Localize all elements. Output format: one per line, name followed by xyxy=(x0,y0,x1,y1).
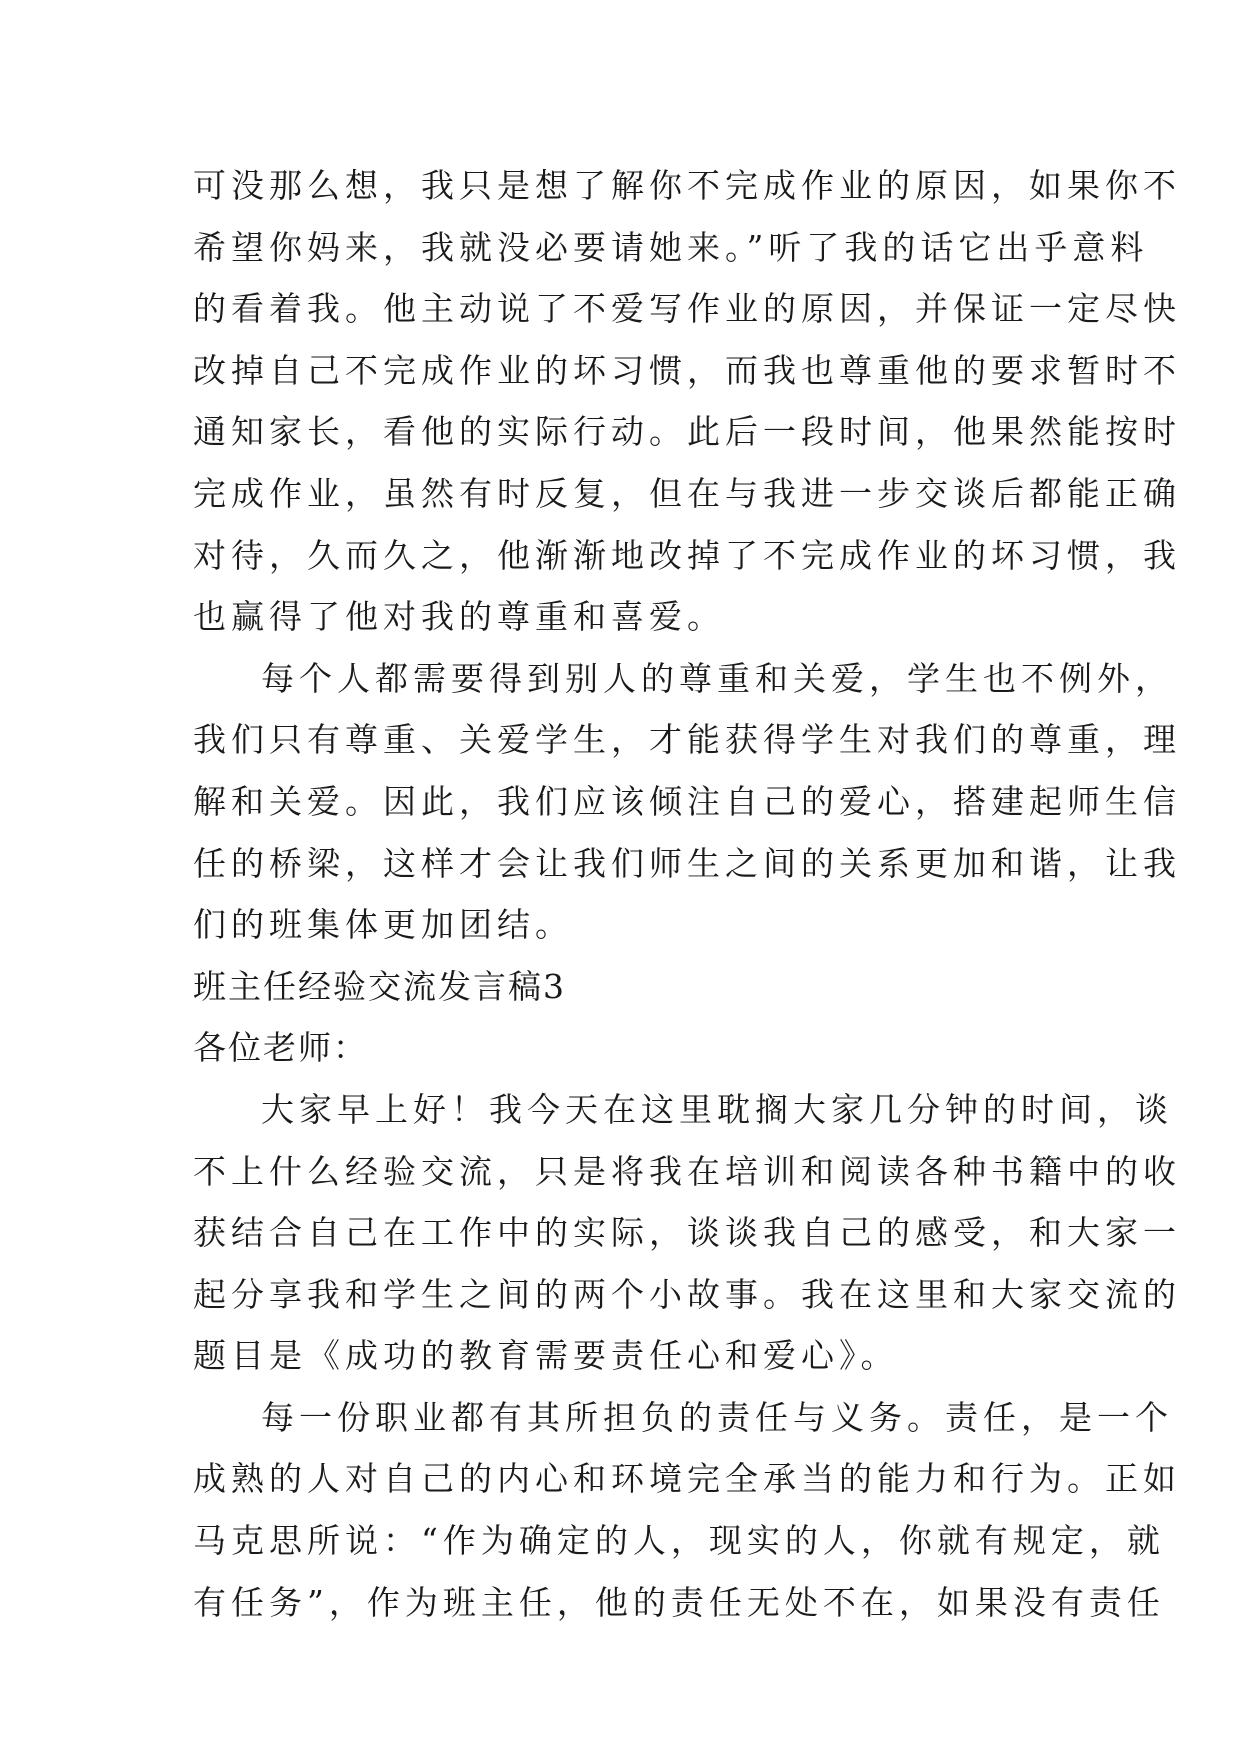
paragraph-respect xyxy=(193,648,1181,956)
text-line: 希望你妈来，我就没必要请她来。”听了我的话它出乎意料 xyxy=(193,227,1149,267)
text-line: 成熟的人对自己的内心和环境完全承当的能力和行为。正如 xyxy=(193,1459,1181,1499)
text-line: 完成作业，虽然有时反复，但在与我进一步交谈后都能正确 xyxy=(193,473,1181,513)
text-line: 可没那么想，我只是想了解你不完成作业的原因，如果你不 xyxy=(193,166,1181,205)
text-line: 我们只有尊重、关爱学生，才能获得学生对我们的尊重，理 xyxy=(193,720,1181,760)
text-line: 的看着我。他主动说了不爱写作业的原因，并保证一定尽快 xyxy=(193,289,1181,329)
text-line: 马克思所说：“作为确定的人，现实的人，你就有规定，就 xyxy=(193,1521,1165,1561)
text-line: 解和关爱。因此，我们应该倾注自己的爱心，搭建起师生信 xyxy=(193,781,1181,821)
section-title: 班主任经验交流发言稿3 xyxy=(193,966,566,1006)
paragraph-continuation xyxy=(193,155,1181,648)
paragraph-greeting xyxy=(193,1079,1181,1387)
salutation: 各位老师： xyxy=(193,1028,368,1068)
text-line: 们的班集体更加团结。 xyxy=(193,905,573,945)
text-line: 改掉自己不完成作业的坏习惯，而我也尊重他的要求暂时不 xyxy=(193,350,1181,390)
text-line: 题目是《成功的教育需要责任心和爱心》。 xyxy=(193,1336,899,1376)
text-line: 每个人都需要得到别人的尊重和关爱，学生也不例外， xyxy=(261,658,1173,698)
text-line: 有任务”，作为班主任，他的责任无处不在，如果没有责任 xyxy=(193,1582,1165,1622)
text-line: 任的桥梁，这样才会让我们师生之间的关系更加和谐，让我 xyxy=(193,843,1181,883)
text-line: 起分享我和学生之间的两个小故事。我在这里和大家交流的 xyxy=(193,1274,1181,1314)
document-body xyxy=(193,155,1181,1633)
paragraph-responsibility xyxy=(193,1387,1181,1633)
text-line: 不上什么经验交流，只是将我在培训和阅读各种书籍中的收 xyxy=(193,1151,1181,1191)
text-line: 每一份职业都有其所担负的责任与义务。责任，是一个 xyxy=(261,1397,1173,1437)
text-line: 大家早上好！我今天在这里耽搁大家几分钟的时间，谈 xyxy=(261,1089,1173,1129)
text-line: 也赢得了他对我的尊重和喜爱。 xyxy=(193,597,725,637)
text-line: 通知家长，看他的实际行动。此后一段时间，他果然能按时 xyxy=(193,412,1181,452)
text-line: 获结合自己在工作中的实际，谈谈我自己的感受，和大家一 xyxy=(193,1213,1181,1253)
text-line: 对待，久而久之，他渐渐地改掉了不完成作业的坏习惯，我 xyxy=(193,535,1181,575)
